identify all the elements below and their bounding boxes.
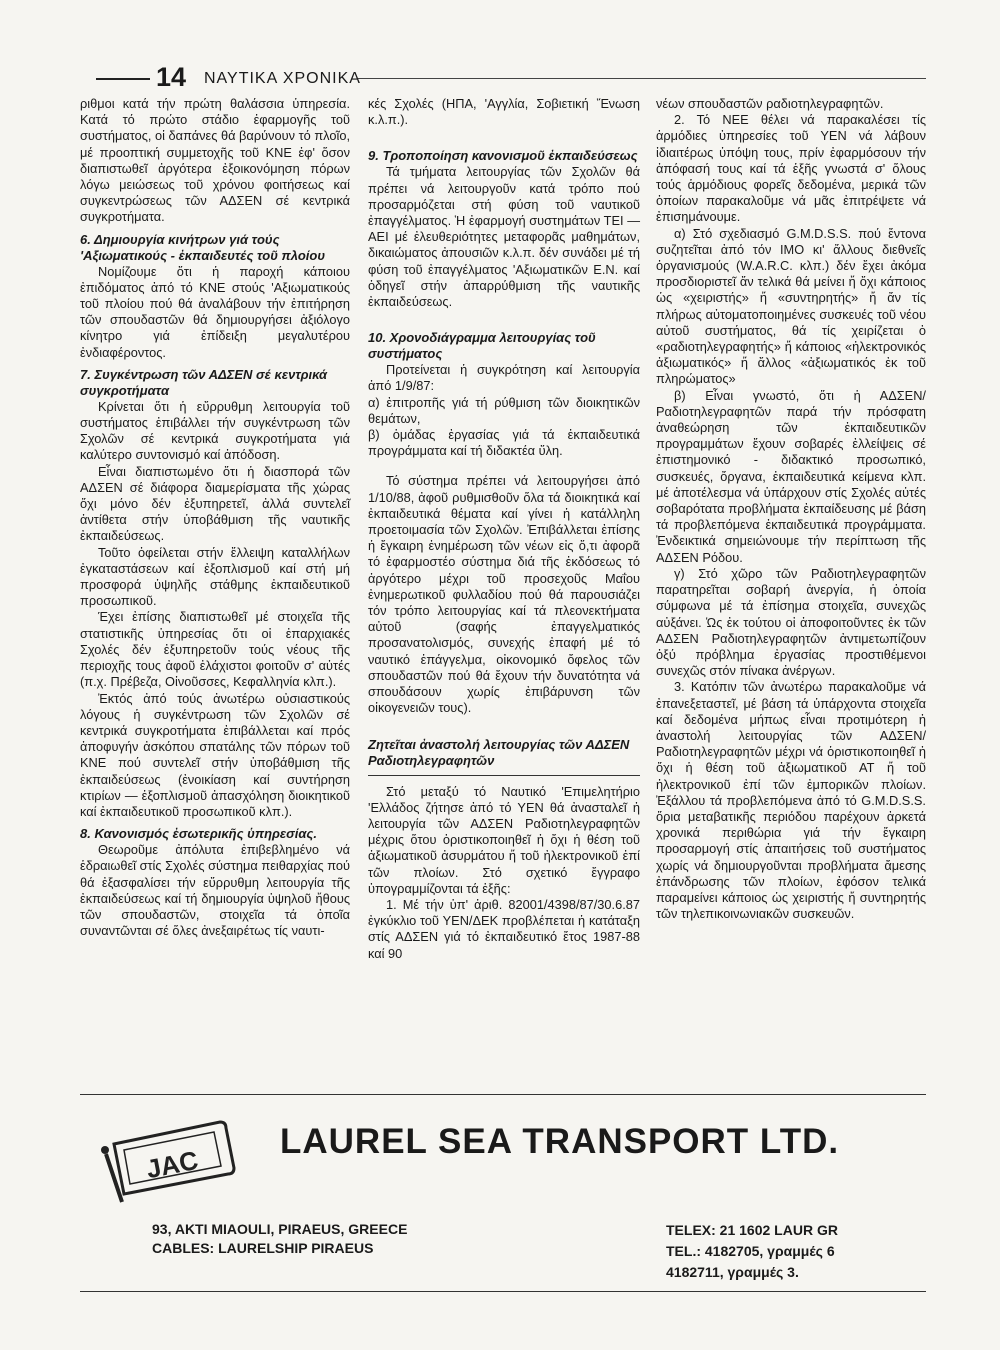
cables-line: CABLES: LAURELSHIP PIRAEUS	[152, 1240, 374, 1256]
tel-line: 4182711, γραμμές 3.	[666, 1264, 799, 1280]
paragraph: κές Σχολές (ΗΠΑ, 'Αγγλία, Σοβιετική Ἕνωση κ.λ.π.).	[368, 96, 640, 128]
paragraph: 2. Τό ΝΕΕ θέλει νά παρακαλέσει τίς ἁρμόδιες ὑπηρεσίες τοῦ ΥΕΝ νά λάβουν ἰδιαιτέρως ὑπόψη τους, πρίν ἐφαρμόσουν τήν ἀπόφασή τους καί τά ἑξῆς γνωστά σ' ὅλους τούς ἁρμόδιους φορεῖς δεδομένα, μερικά τῶν ὁποίων παρακαλοῦμε νά μᾶς ἐπιτρέψετε νά ἐπισημάνουμε.	[656, 112, 926, 225]
section-heading-6: 6. Δημιουργία κινήτρων γιά τούς 'Αξιωματικούς - ἐκπαιδευτές τοῦ πλοίου	[80, 231, 326, 263]
page-header	[96, 62, 926, 92]
paragraph: Προτείνεται ἡ συγκρότηση καί λειτουργία ἀπό 1/9/87:	[368, 362, 640, 394]
column-1	[80, 96, 350, 939]
heading-rule	[368, 775, 640, 776]
section-heading-7: 7. Συγκέντρωση τῶν ΑΔΣΕΝ σέ κεντρικά συγκροτήματα	[80, 366, 328, 398]
spacer	[368, 459, 640, 473]
address-line: 93, AKTI MIAOULI, PIRAEUS, GREECE	[152, 1221, 408, 1237]
spacer	[368, 310, 640, 324]
paragraph: 1. Μέ τήν ὑπ' ἀριθ. 82001/4398/87/30.6.87 ἐγκύκλιο τοῦ ΥΕΝ/ΔΕΚ προβλέπεται ἡ κατάταξη στίς ΑΔΣΕΝ γιά τό ἐκπαιδευτικό ἔτος 1987-88 καί 90	[368, 896, 640, 961]
paragraph: Ἐκτός ἀπό τούς ἀνωτέρω οὐσιαστικούς λόγους ἡ συγκέντρωση τῶν Σχολῶν σέ κεντρικά συγκροτήματα ἐπιβάλλεται καί πρός ἀποφυγήν ἀσκόπου σπατάλης τῶν πόρων τοῦ ΚΝΕ πού συντελεῖ στήν ὑποβάθμιση τῆς ἐκπαιδεύσεως (ἐνοικίαση καί συντήρηση κτιρίων — ἐξοπλισμοῦ ἀπασχόληση διοικητικοῦ καί ἐκπαιδευτικοῦ προσωπικοῦ κλπ.).	[80, 690, 350, 819]
paragraph: γ) Στό χῶρο τῶν Ραδιοτηλεγραφητῶν παρατηρεῖται σοβαρή ἀνεργία, ἡ ὁποία σύμφωνα μέ τά ἐπίσημα στοιχεῖα, συνεχῶς αὐξάνει. Ὡς ἐκ τούτου οἱ ἀποφοιτοῦντες ἐκ τῶν ΑΔΣΕΝ Ραδιοτηλεγραφητῶν ἀντιμετωπίζουν ὀξύ πρόβλημα ἐργασίας προστιθέμενοι συνεχῶς στόν πίνακα ἀνέργων.	[656, 565, 926, 679]
paragraph: Έχει ἐπίσης διαπιστωθεῖ μέ στοιχεῖα τῆς στατιστικῆς ὑπηρεσίας ὅτι οἱ ἐπαρχιακές Σχολές δέν ἐξυπηρετοῦν τούς νέους τῆς περιοχῆς τους ἀφοῦ ἐλάχιστοι φοιτοῦν σ' αὐτές (π.χ. Πρέβεζα, Οἰνοῦσσες, Κεφαλληνία κλπ.).	[80, 609, 350, 690]
paragraph: Στό μεταξύ τό Ναυτικό 'Επιμελητήριο 'Ελλάδος ζήτησε ἀπό τό ΥΕΝ θά ἀνασταλεῖ ἡ λειτουργία τῶν ΑΔΣΕΝ Ραδιοτηλεγραφητῶν μέχρις ὅτου ὁριστικοποιηθεῖ ἡ ὄχι ἡ θέση τοῦ ἀξιωματικοῦ ἀσυρμάτου ἤ τοῦ ἠλεκτρονικοῦ ἐπί τῶν πλοίων. Στό σχετικό ἔγγραφο ὑπογραμμίζονται τά ἑξῆς:	[368, 783, 640, 896]
company-address	[152, 1220, 407, 1258]
jac-flag-logo	[100, 1114, 250, 1204]
column-3	[656, 96, 926, 922]
spacer	[368, 128, 640, 142]
paragraph: νέων σπουδαστῶν ραδιοτηλεγραφητῶν.	[656, 96, 884, 111]
section-heading-11: Ζητεῖται ἀναστολή λειτουργίας τῶν ΑΔΣΕΝ Ραδιοτηλεγραφητῶν	[368, 736, 630, 768]
ad-rule-bottom	[80, 1291, 926, 1292]
company-name: LAUREL SEA TRANSPORT LTD.	[280, 1122, 840, 1161]
company-contact	[666, 1220, 838, 1283]
paragraph: 3. Κατόπιν τῶν ἀνωτέρω παρακαλοῦμε νά ἐπανεξεταστεῖ, μέ βάση τά ὑπάρχοντα στοιχεῖα καί δεδομένα μήπως εἶναι προτιμότερη ἡ ἀναστολή λειτουργίας τῶν ΑΔΣΕΝ/Ραδιοτηλεγραφητῶν μέχρι νά ὁριστικοποιηθεῖ ἡ ὄχι ἡ θέση τοῦ ἀξιωματικοῦ ΑΤ ἤ τοῦ ἠλεκτρονικοῦ ἐπί τῶν ἐμπορικῶν πλοίων. Ἐξάλλου τά προβλεπόμενα ἀπό τό G.M.D.S.S. ὅρια μεταβατικῆς περιόδου παρέχουν ἀρκετά χρονικά περιθώρια γιά τήν ἔγκαιρη προσαρμογή στίς ἀπαιτήσεις τοῦ συστήματος χωρίς νά δημιουργοῦνται προβλήματα ἄμεσης ἐπάνδρωσης τῶν πλοίων, ἐφόσον τελικά παραμείνει κάποιος ὡς χειριστής ἤ συντηρητής τῶν τηλεπικοινωνιακῶν συσκευῶν.	[656, 679, 926, 922]
paragraph: ριθμοι κατά τήν πρώτη θαλάσσια ὑπηρεσία. Κατά τό πρώτο στάδιο ἐφαρμογῆς τοῦ συστήματος, οἱ δαπάνες θά βαρύνουν τό πλοῖο, μέ προοπτική συμμετοχῆς τοῦ ΚΝΕ ἐφ' ὅσον διαπιστωθεῖ ἀργότερα ἐξοικονόμηση πόρων λόγω μειώσεως τοῦ χρόνου φοιτήσεως καί συγκεντρώσεως τῶν ΑΔΣΕΝ σέ κεντρικά συγκροτήματα.	[80, 96, 350, 225]
paragraph: β) Εἶναι γνωστό, ὅτι ἡ ΑΔΣΕΝ/Ραδιοτηλεγραφητῶν παρά τήν πρόσφατη ἀναθεώρηση τῶν ἐκπαιδευτικῶν προγραμμάτων ἔχουν σοβαρές ἐλλείψεις σέ ἐπιστημονικό - διδακτικό προσωπικό, συσκευές, ὄργανα, ἐκπαιδευτικά κείμενα κλπ. μέ ἀποτέλεσμα νά ὑπάρχουν στίς Σχολές αὐτές σοβαρότατα προβλήματα ἐκπαίδευσης μέ βάση τά προβλεπόμενα ἐκπαιδευτικά προγράμματα. Ἐνδεικτικά σημειώνουμε τήν περίπτωση τῆς ΑΔΣΕΝ Ρόδου.	[656, 387, 926, 565]
telex-line: TELEX: 21 1602 LAUR GR	[666, 1222, 838, 1238]
publication-title: ΝΑΥΤΙΚΑ ΧΡΟΝΙΚΑ	[204, 70, 361, 87]
ad-rule-top	[80, 1094, 926, 1095]
spacer	[368, 717, 640, 731]
paragraph: Τά τμήματα λειτουργίας τῶν Σχολῶν θά πρέπει νά λειτουργοῦν κατά τρόπο πού προσαρμόζεται στή φύση τοῦ ναυτικοῦ ἐπαγγέλματος. Ἡ ἐφαρμογή συστημάτων ΤΕΙ — ΑΕΙ μέ ἐλευθεριότητες μεταφορᾶς μαθημάτων, δικαιώματος ἀπουσιῶν κ.λ.π. δέν συνάδει μέ τή φύση τοῦ ἐπαγγέλματος 'Αξιωματικῶν Ε.Ν. καί ὁδηγεῖ στήν ἀπαρρύθμιση τῆς ναυτικῆς ἐκπαιδεύσεως.	[368, 164, 640, 310]
paragraph: Εἶναι διαπιστωμένο ὅτι ἡ διασπορά τῶν ΑΔΣΕΝ σέ διάφορα διαμερίσματα τῆς χώρας ὄχι μόνο δέν ἐξυπηρετεῖ, ἀλλά συντελεῖ ἀντίθετα στήν ὑποβάθμιση τῆς ναυτικῆς ἐκπαιδεύσεως.	[80, 463, 350, 544]
section-heading-9: 9. Τροποποίηση κανονισμοῦ ἐκπαιδεύσεως	[368, 148, 638, 164]
paragraph: α) Στό σχεδιασμό G.M.D.S.S. πού ἔντονα συζητεῖται ἀπό τόν ΙΜΟ κι' ἄλλους διεθνεῖς ὀργανισμούς (W.A.R.C. κλπ.) δέν ἔχει ἀκόμα προσδιοριστεῖ ἄν τελικά θά μείνει ἤ ὄχι κάποιος ὡς «χειριστής» ἤ «συντηρητής» ἤ ἄν τίς πλήρως αὐτοματοποιημένες συσκευές τοῦ νέου αὐτοῦ συστήματος, θά τίς χειρίζεται ὁ «ραδιοτηλεγραφητής» ἤ κάποιος «ἠλεκτρονικός ἀξιωματικός» ἤ ἄλλος «ἀξιωματικός ἐκ τοῦ πληρώματος»	[656, 225, 926, 387]
section-heading-10: 10. Χρονοδιάγραμμα λειτουργίας τοῦ συστήματος	[368, 330, 596, 362]
header-rule-right	[358, 78, 926, 79]
paragraph: α) ἐπιτροπῆς γιά τή ρύθμιση τῶν διοικητικῶν θεμάτων,	[368, 394, 640, 426]
header-rule-left	[96, 78, 150, 80]
paragraph: Τό σύστημα πρέπει νά λειτουργήσει ἀπό 1/10/88, ἀφοῦ ρυθμισθοῦν ὅλα τά διοικητικά καί ἐκπαιδευτικά θέματα καί γίνει ἡ κατάλληλη προετοιμασία τῶν Σχολῶν. Ἐπιβάλλεται ἐπίσης ἡ ἔγκαιρη ἐνημέρωση τῶν νέων εἰς ὅ,τι ἀφορᾶ τό ἐφαρμοστέο σύστημα διά τῆς ἐκδόσεως τό ἀργότερο μέχρι τοῦ προσεχοῦς Μαΐου ἐνημερωτικοῦ φυλλαδίου πού θά παρουσιάζει τόν τρόπο λειτουργίας καί τά πλεονεκτήματα αὐτοῦ (σαφής ἐπαγγελματικός προσανατολισμός, συνεχής ἐπαφή μέ τό ναυτικό ἐπάγγελμα, οἰκονομικό ὄφελος τῶν σπουδαστῶν πού θά ἔχουν τήν δυνατότητα νά σπουδάσουν χωρίς ἐπιβάρυνση τῶν οἰκογενειῶν τους).	[368, 473, 640, 716]
paragraph: β) ὁμάδας ἐργασίας γιά τά ἐκπαιδευτικά προγράμματα καί τή διδακτέα ὕλη.	[368, 427, 640, 459]
paragraph: Θεωροῦμε ἀπόλυτα ἐπιβεβλημένο νά ἑδραιωθεῖ στίς Σχολές σύστημα πειθαρχίας πού θά ἐξασφαλίσει τήν εὔρρυθμη λειτουργία τῆς ἐκπαιδεύσεως καί τή δημιουργία ὑψηλοῦ ἤθους τῶν σπουδαστῶν, στοιχεῖα τά ὁποῖα συναντῶνται σέ ὅλες ἀνεξαιρέτως τίς ναυτι-	[80, 842, 350, 939]
tel-line: TEL.: 4182705, γραμμές 6	[666, 1243, 835, 1259]
paragraph: Τοῦτο ὀφείλεται στήν ἔλλειψη καταλλήλων ἐγκαταστάσεων καί ἐξοπλισμοῦ καί στή μή προσφορά ὑψηλῆς στάθμης ἐκπαιδευτικοῦ προσωπικοῦ.	[80, 544, 350, 609]
paragraph: Κρίνεται ὅτι ἡ εὔρρυθμη λειτουργία τοῦ συστήματος ἐπιβάλλει τήν συγκέντρωση τῶν Σχολῶν σέ κεντρικά συγκροτήματα γιά καλύτερο συντονισμό καί ἀπόδοση.	[80, 398, 350, 463]
page-number: 14	[156, 62, 187, 92]
paragraph: Νομίζουμε ὅτι ἡ παροχή κάποιου ἐπιδόματος ἀπό τό ΚΝΕ στούς 'Αξιωματικούς τοῦ πλοίου πού θά ἀναλάβουν τήν ἐπιτήρηση τῶν σπουδαστῶν θά δημιουργήσει ἀξιόλογο κίνητρο γιά ἐπίδειξη μεγαλυτέρου ἐνδιαφέροντος.	[80, 263, 350, 360]
logo-text: JAC	[143, 1144, 201, 1185]
advertisement	[80, 1094, 926, 1292]
section-heading-8: 8. Κανονισμός ἐσωτερικῆς ὑπηρεσίας.	[80, 826, 317, 842]
column-2	[368, 96, 640, 962]
